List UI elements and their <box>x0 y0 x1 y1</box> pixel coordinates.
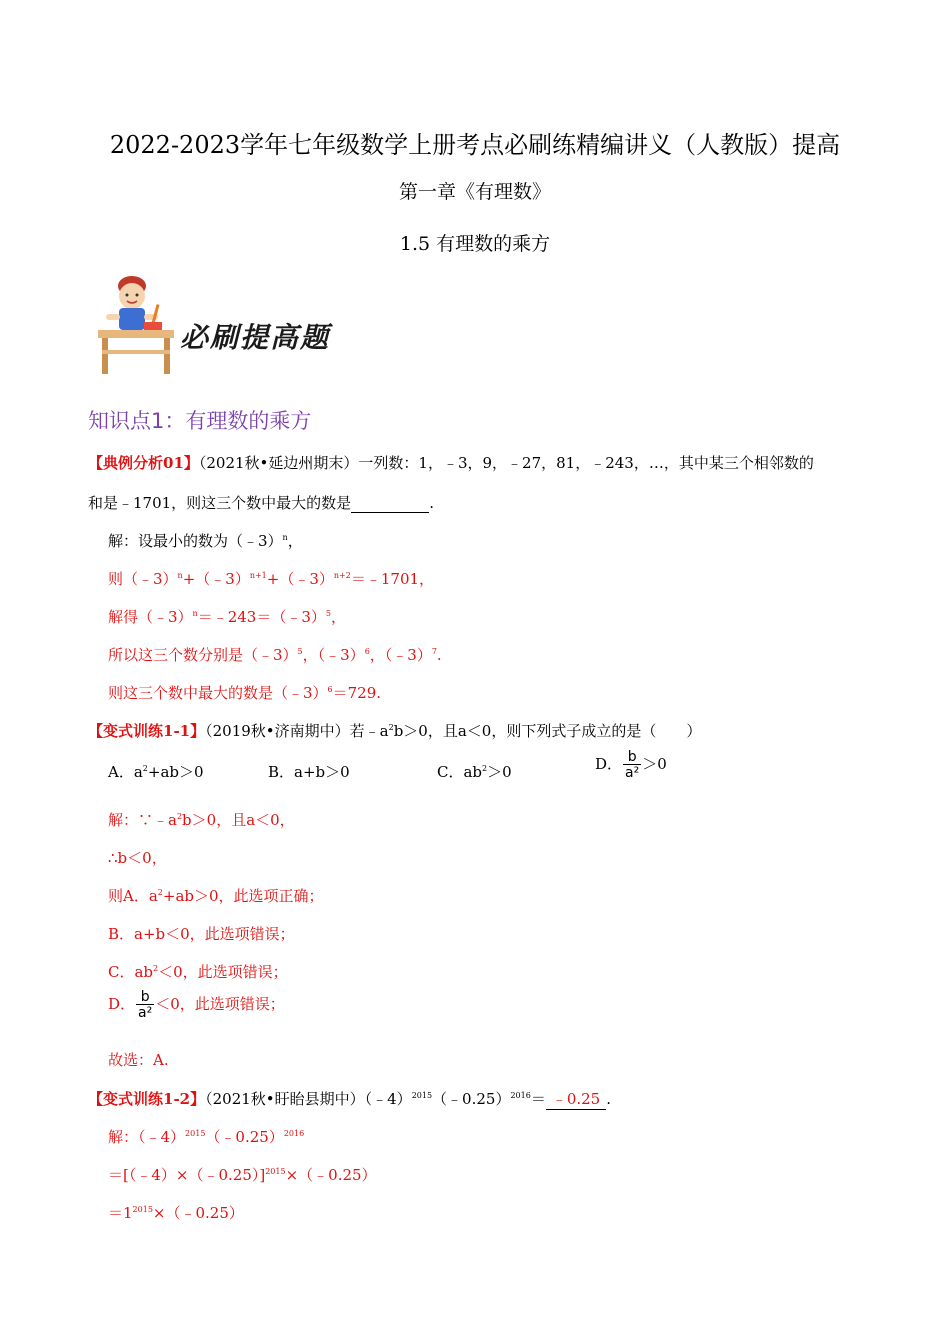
example-text2: 和是﹣1701，则这三个数中最大的数是 <box>88 494 352 512</box>
example-solution-2: 则（﹣3）$^n$+（﹣3）$^{n+1}$+（﹣3）$^{n+2}$＝﹣1701， <box>108 570 435 588</box>
practice1-solution-7: 故选：A. <box>108 1051 169 1069</box>
answer-blank <box>351 498 429 513</box>
practice1-solution-1: 解：$\because﹣a^2b>0$，且a＜0， <box>108 811 295 829</box>
practice2-question: 【变式训练1-2】（2021秋•盱眙县期中）（﹣4）$^{2015}$（﹣0.25）$^{2016}$＝ ﹣0.25 . <box>88 1090 612 1108</box>
example-question-line2 <box>88 492 434 513</box>
knowledge-point-heading: 知识点1：有理数的乘方 <box>88 409 312 433</box>
practice1-solution-6: D． $\frac{b}{\text{a²}}$ ＜0，此选项错误； <box>108 989 285 1021</box>
practice1-solution-3: 则A．$a^2+ab>0$，此选项正确； <box>108 887 324 905</box>
practice2-solution-3: $=1^{2015}\times(﹣0.25)$ <box>108 1204 244 1222</box>
example-solution-4: 所以这三个数分别是（﹣3）$^5$，（﹣3）$^6$，（﹣3）$^7$. <box>108 646 442 664</box>
banner <box>92 270 352 380</box>
option-d-fraction: $\frac{b}{\text{a²}}$ <box>625 749 640 781</box>
practice2-tag: 【变式训练1-2】 <box>88 1090 206 1108</box>
practice2-solution-2: ＝[（﹣4）×（﹣0.25）]$^{2015}$×（﹣0.25） <box>108 1166 377 1184</box>
practice1-question: 【变式训练1-1】（2019秋•济南期中）若$﹣a^2b>0$，且a＜0，则下列式子成立的是（ ） <box>88 722 702 740</box>
practice1-solution-5: C．$ab^2<0$，此选项错误； <box>108 963 288 981</box>
student-desk-illustration <box>92 270 182 380</box>
banner-label: 必刷提高题 <box>180 321 331 354</box>
practice2-answer: ﹣0.25 <box>546 1088 606 1110</box>
example-solution-1: 解：设最小的数为（﹣3）$^n$， <box>108 532 303 550</box>
example-text1: 一列数：1，﹣3，9，﹣27，81，﹣243，…，其中某三个相邻数的 <box>358 454 814 472</box>
practice1-tag: 【变式训练1-1】 <box>88 722 206 740</box>
chapter-title: 第一章《有理数》 <box>398 181 551 203</box>
example-solution-3: 解得（﹣3）$^n$＝﹣243＝（﹣3）$^5$， <box>108 608 346 626</box>
option-c: C．$ab^2>0$ <box>437 763 512 781</box>
example-period: . <box>429 494 434 512</box>
option-b: B．a+b＞0 <box>268 763 350 781</box>
option-a: A．$a^2+ab>0$ <box>108 763 204 781</box>
option-d: D． $\frac{b}{\text{a²}}$ ＞0 <box>595 749 667 781</box>
example-solution-5: 则这三个数中最大的数是（﹣3）$^6$＝729. <box>108 684 382 702</box>
practice1-solution-2: ∴b＜0， <box>108 849 167 867</box>
example-source: （2021秋•延边州期末） <box>198 454 359 472</box>
section-title: 1.5 有理数的乘方 <box>399 233 551 255</box>
example-question-line1 <box>88 452 814 473</box>
page-title: 2022-2023学年七年级数学上册考点必刷练精编讲义（人教版）提高 <box>109 131 841 159</box>
practice1-solution-4: B．a+b＜0，此选项错误； <box>108 925 295 943</box>
solution-d-fraction: $\frac{b}{\text{a²}}$ <box>138 989 153 1021</box>
practice2-solution-1: 解：（﹣4）$^{2015}$（﹣0.25）$^{2016}$ <box>108 1128 305 1146</box>
example-tag: 【典例分析01】 <box>88 454 199 472</box>
